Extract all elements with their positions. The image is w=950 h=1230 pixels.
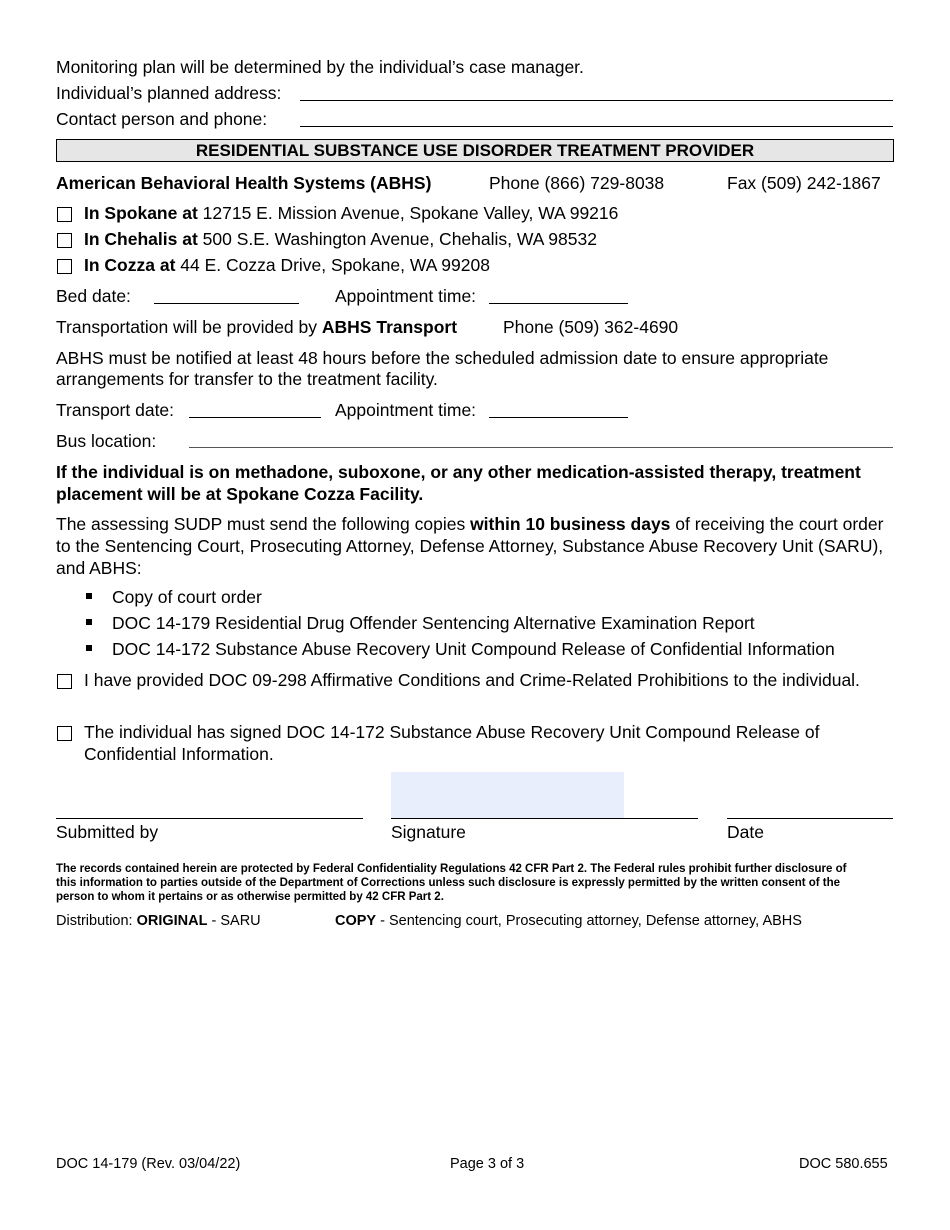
form-id: DOC 14-179 (Rev. 03/04/22) (56, 1156, 241, 1172)
sudp-paragraph: The assessing SUDP must send the following copies within 10 business days of receiving the court order to the Sentencing Court, Prosecuting Attorney, Defense Attorney, Substance Abuse Recovery Unit (SARU), and ABHS: (56, 514, 884, 578)
section-title: RESIDENTIAL SUBSTANCE USE DISORDER TREATMENT PROVIDER (56, 139, 894, 162)
policy-number: DOC 580.655 (799, 1156, 888, 1172)
location-cozza: In Cozza at 44 E. Cozza Drive, Spokane, WA 99208 (84, 255, 490, 275)
provider-fax: Fax (509) 242-1867 (727, 173, 881, 193)
appointment-time-label-2: Appointment time: (335, 400, 477, 420)
attestation-affirmative-conditions: I have provided DOC 09-298 Affirmative Conditions and Crime-Related Prohibitions to the individual. (84, 670, 860, 690)
signature-label: Signature (391, 822, 466, 842)
attestation-release-signed: The individual has signed DOC 14-172 Substance Abuse Recovery Unit Compound Release of Confidential Information. (84, 722, 820, 764)
checkbox-spokane[interactable] (57, 207, 72, 222)
checkbox-cozza[interactable] (57, 259, 72, 274)
planned-address-label: Individual’s planned address: (56, 83, 282, 103)
bullet-icon (86, 593, 92, 599)
bed-date-field[interactable] (154, 303, 299, 304)
submitted-by-label: Submitted by (56, 822, 159, 842)
list-item: Copy of court order (112, 587, 262, 607)
planned-address-field[interactable] (300, 100, 893, 101)
date-field[interactable] (727, 818, 893, 819)
appointment-time-label: Appointment time: (335, 286, 477, 306)
signature-input-area[interactable] (391, 772, 624, 818)
monitoring-text: Monitoring plan will be determined by the individual’s case manager. (56, 57, 584, 77)
notice-text: ABHS must be notified at least 48 hours before the scheduled admission date to ensure appropriate arrangements for transfer to the treatment facility. (56, 348, 829, 389)
contact-label: Contact person and phone: (56, 109, 268, 129)
location-chehalis: In Chehalis at 500 S.E. Washington Avenue, Chehalis, WA 98532 (84, 229, 597, 249)
transport-date-label: Transport date: (56, 400, 175, 420)
appointment-time-field-2[interactable] (489, 417, 628, 418)
date-label: Date (727, 822, 764, 842)
list-item: DOC 14-179 Residential Drug Offender Sentencing Alternative Examination Report (112, 613, 755, 633)
checkbox-chehalis[interactable] (57, 233, 72, 248)
transport-text: Transportation will be provided by ABHS Transport (56, 317, 458, 337)
checkbox-affirmative-conditions[interactable] (57, 674, 72, 689)
provider-name: American Behavioral Health Systems (ABHS) (56, 173, 432, 193)
transport-date-field[interactable] (189, 417, 321, 418)
bed-date-label: Bed date: (56, 286, 131, 306)
list-item: DOC 14-172 Substance Abuse Recovery Unit Compound Release of Confidential Information (112, 639, 835, 659)
page-number: Page 3 of 3 (450, 1156, 525, 1172)
provider-phone: Phone (866) 729-8038 (489, 173, 665, 193)
bus-location-label: Bus location: (56, 431, 157, 451)
bullet-icon (86, 619, 92, 625)
contact-field[interactable] (300, 126, 893, 127)
location-spokane: In Spokane at 12715 E. Mission Avenue, Spokane Valley, WA 99216 (84, 203, 619, 223)
bullet-icon (86, 645, 92, 651)
distribution-original: Distribution: ORIGINAL - SARU (56, 913, 261, 929)
transport-phone: Phone (509) 362-4690 (503, 317, 679, 337)
confidentiality-notice: The records contained herein are protected by Federal Confidentiality Regulations 42 CFR Part 2. The Federal rules prohibit further disclosure of this information to parties outside of the Department of Corrections unless such disclosure is expressly permitted by the written consent of the person to whom it pertains or as otherwise permitted by 42 CFR Part 2. (56, 863, 847, 903)
signature-field[interactable] (391, 818, 698, 819)
distribution-copy: COPY - Sentencing court, Prosecuting attorney, Defense attorney, ABHS (335, 913, 802, 929)
submitted-by-field[interactable] (56, 818, 363, 819)
methadone-note: If the individual is on methadone, suboxone, or any other medication-assisted therapy, treatment placement will be at Spokane Cozza Facility. (56, 462, 861, 504)
bus-location-field[interactable] (189, 447, 893, 448)
appointment-time-field[interactable] (489, 303, 628, 304)
checkbox-release-signed[interactable] (57, 726, 72, 741)
